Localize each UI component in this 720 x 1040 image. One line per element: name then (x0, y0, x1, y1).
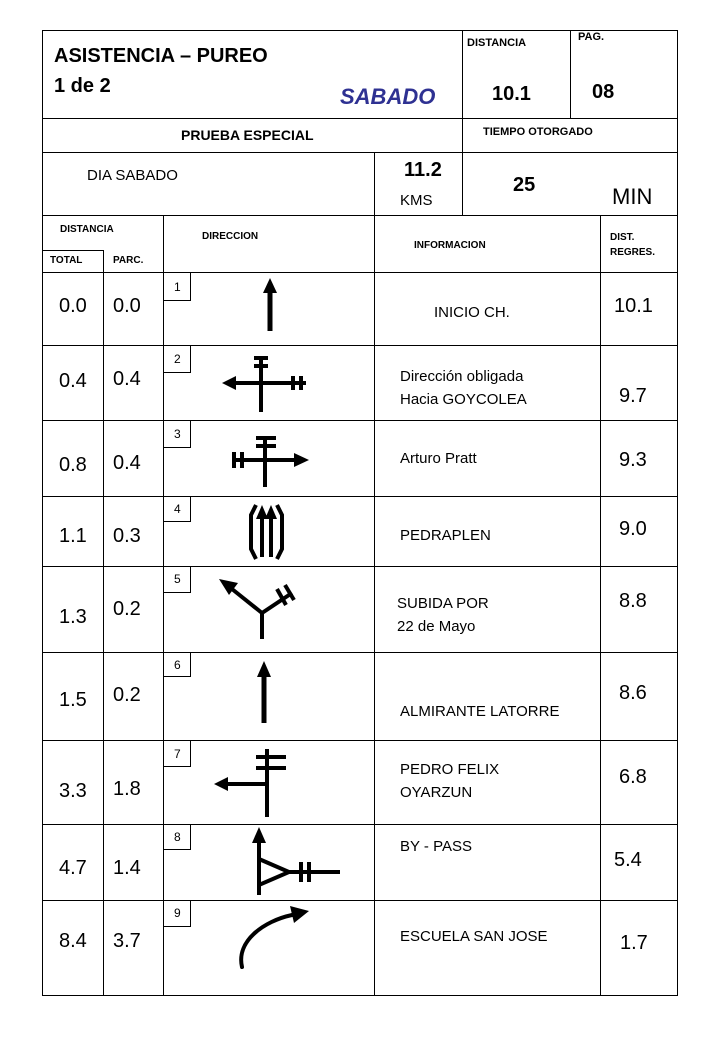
regres-distance: 8.6 (619, 682, 647, 704)
step-number: 4 (174, 502, 181, 516)
col-total: TOTAL (50, 255, 83, 266)
total-distance: 1.5 (59, 689, 87, 711)
regres-distance: 9.0 (619, 518, 647, 540)
regres-distance: 9.3 (619, 449, 647, 471)
partial-distance: 0.4 (113, 452, 141, 474)
regres-distance: 6.8 (619, 766, 647, 788)
partial-distance: 0.0 (113, 295, 141, 317)
info-line-1: ALMIRANTE LATORRE (400, 703, 560, 720)
info-line-1: PEDRAPLEN (400, 527, 491, 544)
regres-distance: 9.7 (619, 385, 647, 407)
time-value: 25 (513, 174, 536, 196)
info-line-1: Dirección obligada (400, 368, 524, 385)
turn-right-crossroad-icon (164, 421, 374, 496)
roundabout-icon (164, 825, 374, 900)
col-informacion: INFORMACION (414, 240, 486, 251)
info-line-1: PEDRO FELIX (400, 761, 500, 778)
total-distance: 1.3 (59, 606, 87, 628)
kms-value: 11.2 (404, 159, 442, 181)
page-title: ASISTENCIA – PUREO (54, 45, 268, 67)
info-line-2: 22 de Mayo (397, 618, 476, 635)
regres-distance: 5.4 (614, 849, 642, 871)
partial-distance: 0.2 (113, 598, 141, 620)
partial-distance: 3.7 (113, 930, 141, 952)
col-dist-regres-1: DIST. (610, 232, 635, 243)
section-label: PRUEBA ESPECIAL (181, 127, 314, 143)
step-number: 6 (174, 658, 181, 672)
step-number: 1 (174, 280, 181, 294)
regres-distance: 10.1 (614, 295, 653, 317)
causeway-icon (164, 497, 374, 566)
regres-distance: 8.8 (619, 590, 647, 612)
total-distance: 0.4 (59, 370, 87, 392)
regres-distance: 1.7 (620, 932, 648, 954)
tiempo-label: TIEMPO OTORGADO (483, 126, 593, 138)
pag-label: PAG. (578, 31, 605, 43)
total-distance: 3.3 (59, 780, 87, 802)
total-distance: 4.7 (59, 857, 87, 879)
pag-value: 08 (592, 81, 615, 103)
day-label: SABADO (340, 84, 436, 109)
info-line-1: BY - PASS (400, 838, 472, 855)
straight-arrow-icon (164, 273, 374, 345)
info-line-1: INICIO CH. (434, 304, 510, 321)
total-distance: 0.0 (59, 295, 87, 317)
info-line-1: SUBIDA POR (397, 595, 489, 612)
col-distancia: DISTANCIA (60, 224, 114, 235)
curve-right-icon (164, 901, 374, 976)
step-number: 2 (174, 352, 181, 366)
step-number: 5 (174, 572, 181, 586)
partial-distance: 1.8 (113, 778, 141, 800)
total-distance: 0.8 (59, 454, 87, 476)
step-number: 8 (174, 830, 181, 844)
total-distance: 8.4 (59, 930, 87, 952)
straight-arrow-icon (164, 653, 374, 740)
kms-unit: KMS (400, 192, 433, 209)
col-parc: PARC. (113, 255, 144, 266)
dia-label: DIA SABADO (87, 167, 178, 184)
time-unit: MIN (612, 184, 653, 209)
info-line-2: Hacia GOYCOLEA (400, 391, 527, 408)
partial-distance: 0.4 (113, 368, 141, 390)
col-direccion: DIRECCION (202, 231, 259, 242)
total-distance: 1.1 (59, 525, 87, 547)
step-number: 7 (174, 747, 181, 761)
fork-left-icon (164, 567, 374, 652)
info-line-2: OYARZUN (400, 784, 473, 801)
page-counter: 1 de 2 (54, 75, 111, 97)
step-number: 9 (174, 906, 181, 920)
info-line-1: ESCUELA SAN JOSE (400, 928, 548, 945)
partial-distance: 0.2 (113, 684, 141, 706)
turn-left-crossroad-icon (164, 346, 374, 420)
turn-left-t-icon (164, 741, 374, 824)
step-number: 3 (174, 427, 181, 441)
partial-distance: 0.3 (113, 525, 141, 547)
info-line-1: Arturo Pratt (400, 450, 477, 467)
col-dist-regres-2: REGRES. (610, 247, 656, 258)
distancia-label: DISTANCIA (467, 37, 527, 49)
partial-distance: 1.4 (113, 857, 141, 879)
distancia-value: 10.1 (492, 83, 531, 105)
